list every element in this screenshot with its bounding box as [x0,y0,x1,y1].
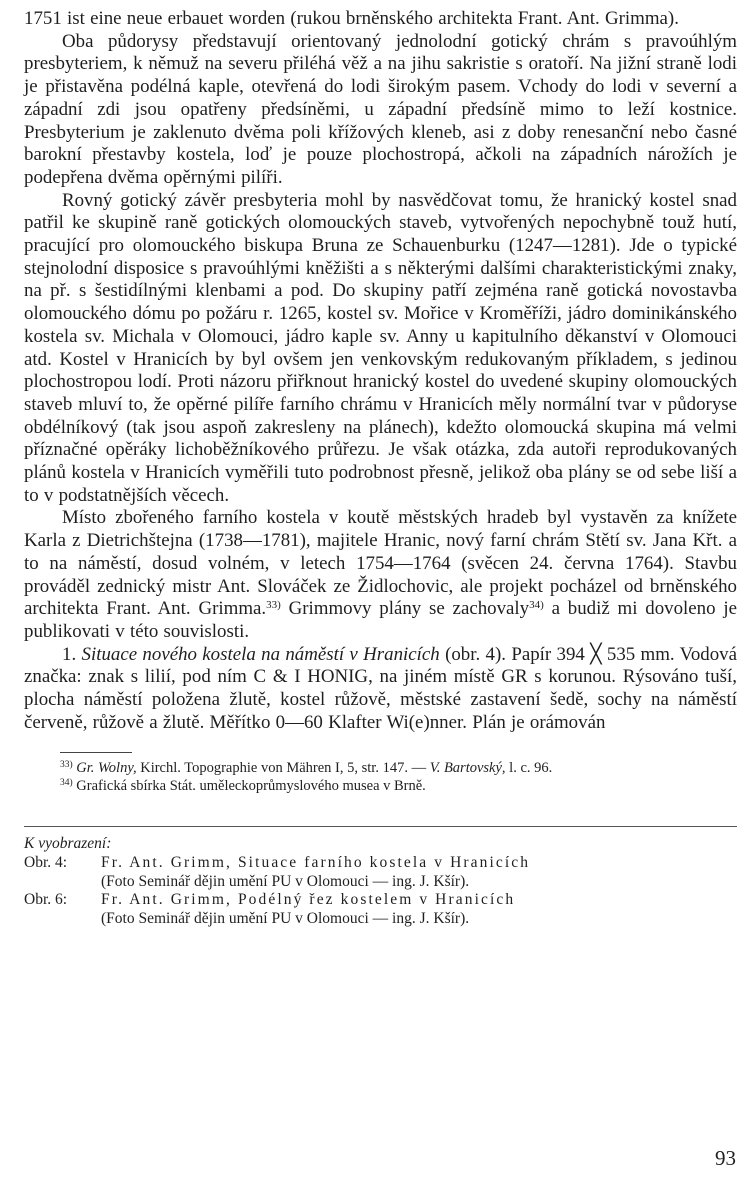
italic-text: Gr. Wolny, [76,759,137,776]
footnote-marker: 33) [266,599,281,612]
footnote-marker: 34) [529,599,544,612]
page-number: 93 [715,1146,736,1170]
text-run: Grafická sbírka Stát. uměleckoprůmyslového musea v Brně. [72,778,426,794]
text-run: Rovný gotický závěr presbyteria mohl by nasvědčovat tomu, že hranický kostel snad patřil ke skupině raně gotických olomouckých staveb, vytvořených nepochybně touž hutí, pracující pro olomouckého biskupa Bruna ze Schauenburku (1247—1281). Jde o typické stejnolodní disposice s pravoúhlými kněžišti a s některými dalšími charakteristickými znaky, na př. s šestidílnými klenbami a pod. Do skupiny patří zejména raně gotická novostavba olomouckého dómu po požáru r. 1265, kostel sv. Mořice v Kroměříži, jádro dominikánského kostela sv. Michala v Olomouci, jádro kaple sv. Anny u kapitulního děkanství v Olomouci atd. Kostel v Hranicích by byl ovšem jen venkovským redukovaným příkladem, s jedinou plochostropou lodí. Proti názoru přiřknout hranický kostel do uvedené skupiny olomouckých staveb mluví to, že opěrné pilíře farního chrámu v Hranicích měly normální tvar v půdoryse obdélníkový (tak jsou aspoň zakresleny na plánech), kdežto olomoucká skupina má velmi příznačné opěráky lichoběžníkového průřezu. Je však otázka, zda autoři reprodukovaných plánů kostela v Hranicích vyměřili tuto podrobnost přesně, jelikož oba plány se od sebe liší a to v podstatnějších věcech. [24,189,737,506]
caption-title: Fr. Ant. Grimm, Situace farního kostela v Hranicích [101,854,531,871]
text-run: 1. [62,643,82,665]
footnote-marker: 33) [60,759,73,770]
caption-credit: (Foto Seminář dějin umění PU v Olomouci — ing. J. Kšír). [101,909,470,927]
text-run: Grimmovy plány se zachovaly [280,598,530,620]
footnotes [24,759,737,796]
paragraph [24,190,737,508]
captions-separator [24,826,737,827]
text-run: Kirchl. Topographie von Mähren I, 5, str. 147. — [136,759,430,776]
article-body [24,8,737,735]
caption-title: Fr. Ant. Grimm, Podélný řez kostelem v Hranicích [101,891,516,908]
figure-captions [24,835,737,929]
footnote [24,759,737,778]
captions-heading: K vyobrazení: [24,834,112,852]
text-run: l. c. 96. [505,759,553,776]
paragraph [24,644,737,735]
footnote-rule [60,752,132,753]
caption-item [24,854,737,891]
caption-label: Obr. 4: [24,854,68,871]
caption-item [24,891,737,928]
text-run: Oba půdorysy představují orientovaný jednolodní gotický chrám s pravoúhlým presbyteriem, k němuž na severu přiléhá věž a na jihu sakristie s oratoří. Na jižní straně lodi je přistavěna podélná kaple, otevřená do lodi širokým pasem. Vchody do lodi v severní a západní zdi jsou opatřeny předsíněmi, u západní předsíně mimo to leží kostnice. Presbyterium je zaklenuto dvěma poli křížových kleneb, asi z doby renesanční nebo časné barokní přestavby kostela, loď je pouze plochostropá, ačkoli na západních nárožích je podepřena dvěma opěrnými pilíři. [24,30,737,188]
italic-text: V. Bartovský, [429,759,506,776]
caption-credit: (Foto Seminář dějin umění PU v Olomouci — ing. J. Kšír). [101,872,470,890]
text-run: 1751 ist eine neue erbauet worden (rukou brněnského architekta Frant. Ant. Grimma). [24,8,679,29]
page [24,8,737,928]
paragraph [24,31,737,190]
footnote [24,777,737,796]
text-run: (obr. 4). Papír 394 ╳ 535 mm. Vodová značka: znak s lilií, pod ním C & I HONIG, na jiném místě GR s korunou. Rýsováno tuší, plocha náměstí položena žlutě, kostel růžově, městské zastavení šedě, sochy na náměstí červeně, růžově a žlutě. Měřítko 0—60 Klafter Wi(e)nner. Plán je orámován [24,643,738,733]
paragraph [24,507,737,643]
italic-text: Situace nového kostela na náměstí v Hranicích [81,643,440,665]
footnote-marker: 34) [60,778,73,788]
text-run: a budiž mi dovoleno je publikovati v této souvislosti. [24,598,737,642]
paragraph [24,8,737,31]
caption-label: Obr. 6: [24,891,68,908]
text-run: Místo zbořeného farního kostela v koutě městských hradeb byl vystavěn za knížete Karla z Dietrichštejna (1738—1781), majitele Hranic, nový farní chrám Stětí sv. Jana Křt. a to na náměstí, dosud volném, v letech 1754—1764 (svěcen 24. června 1764). Stavbu prováděl zednický mistr Ant. Slováček ze Židlochovic, ale projekt pocházel od brněnského architekta Frant. Ant. Grimma. [24,507,737,620]
